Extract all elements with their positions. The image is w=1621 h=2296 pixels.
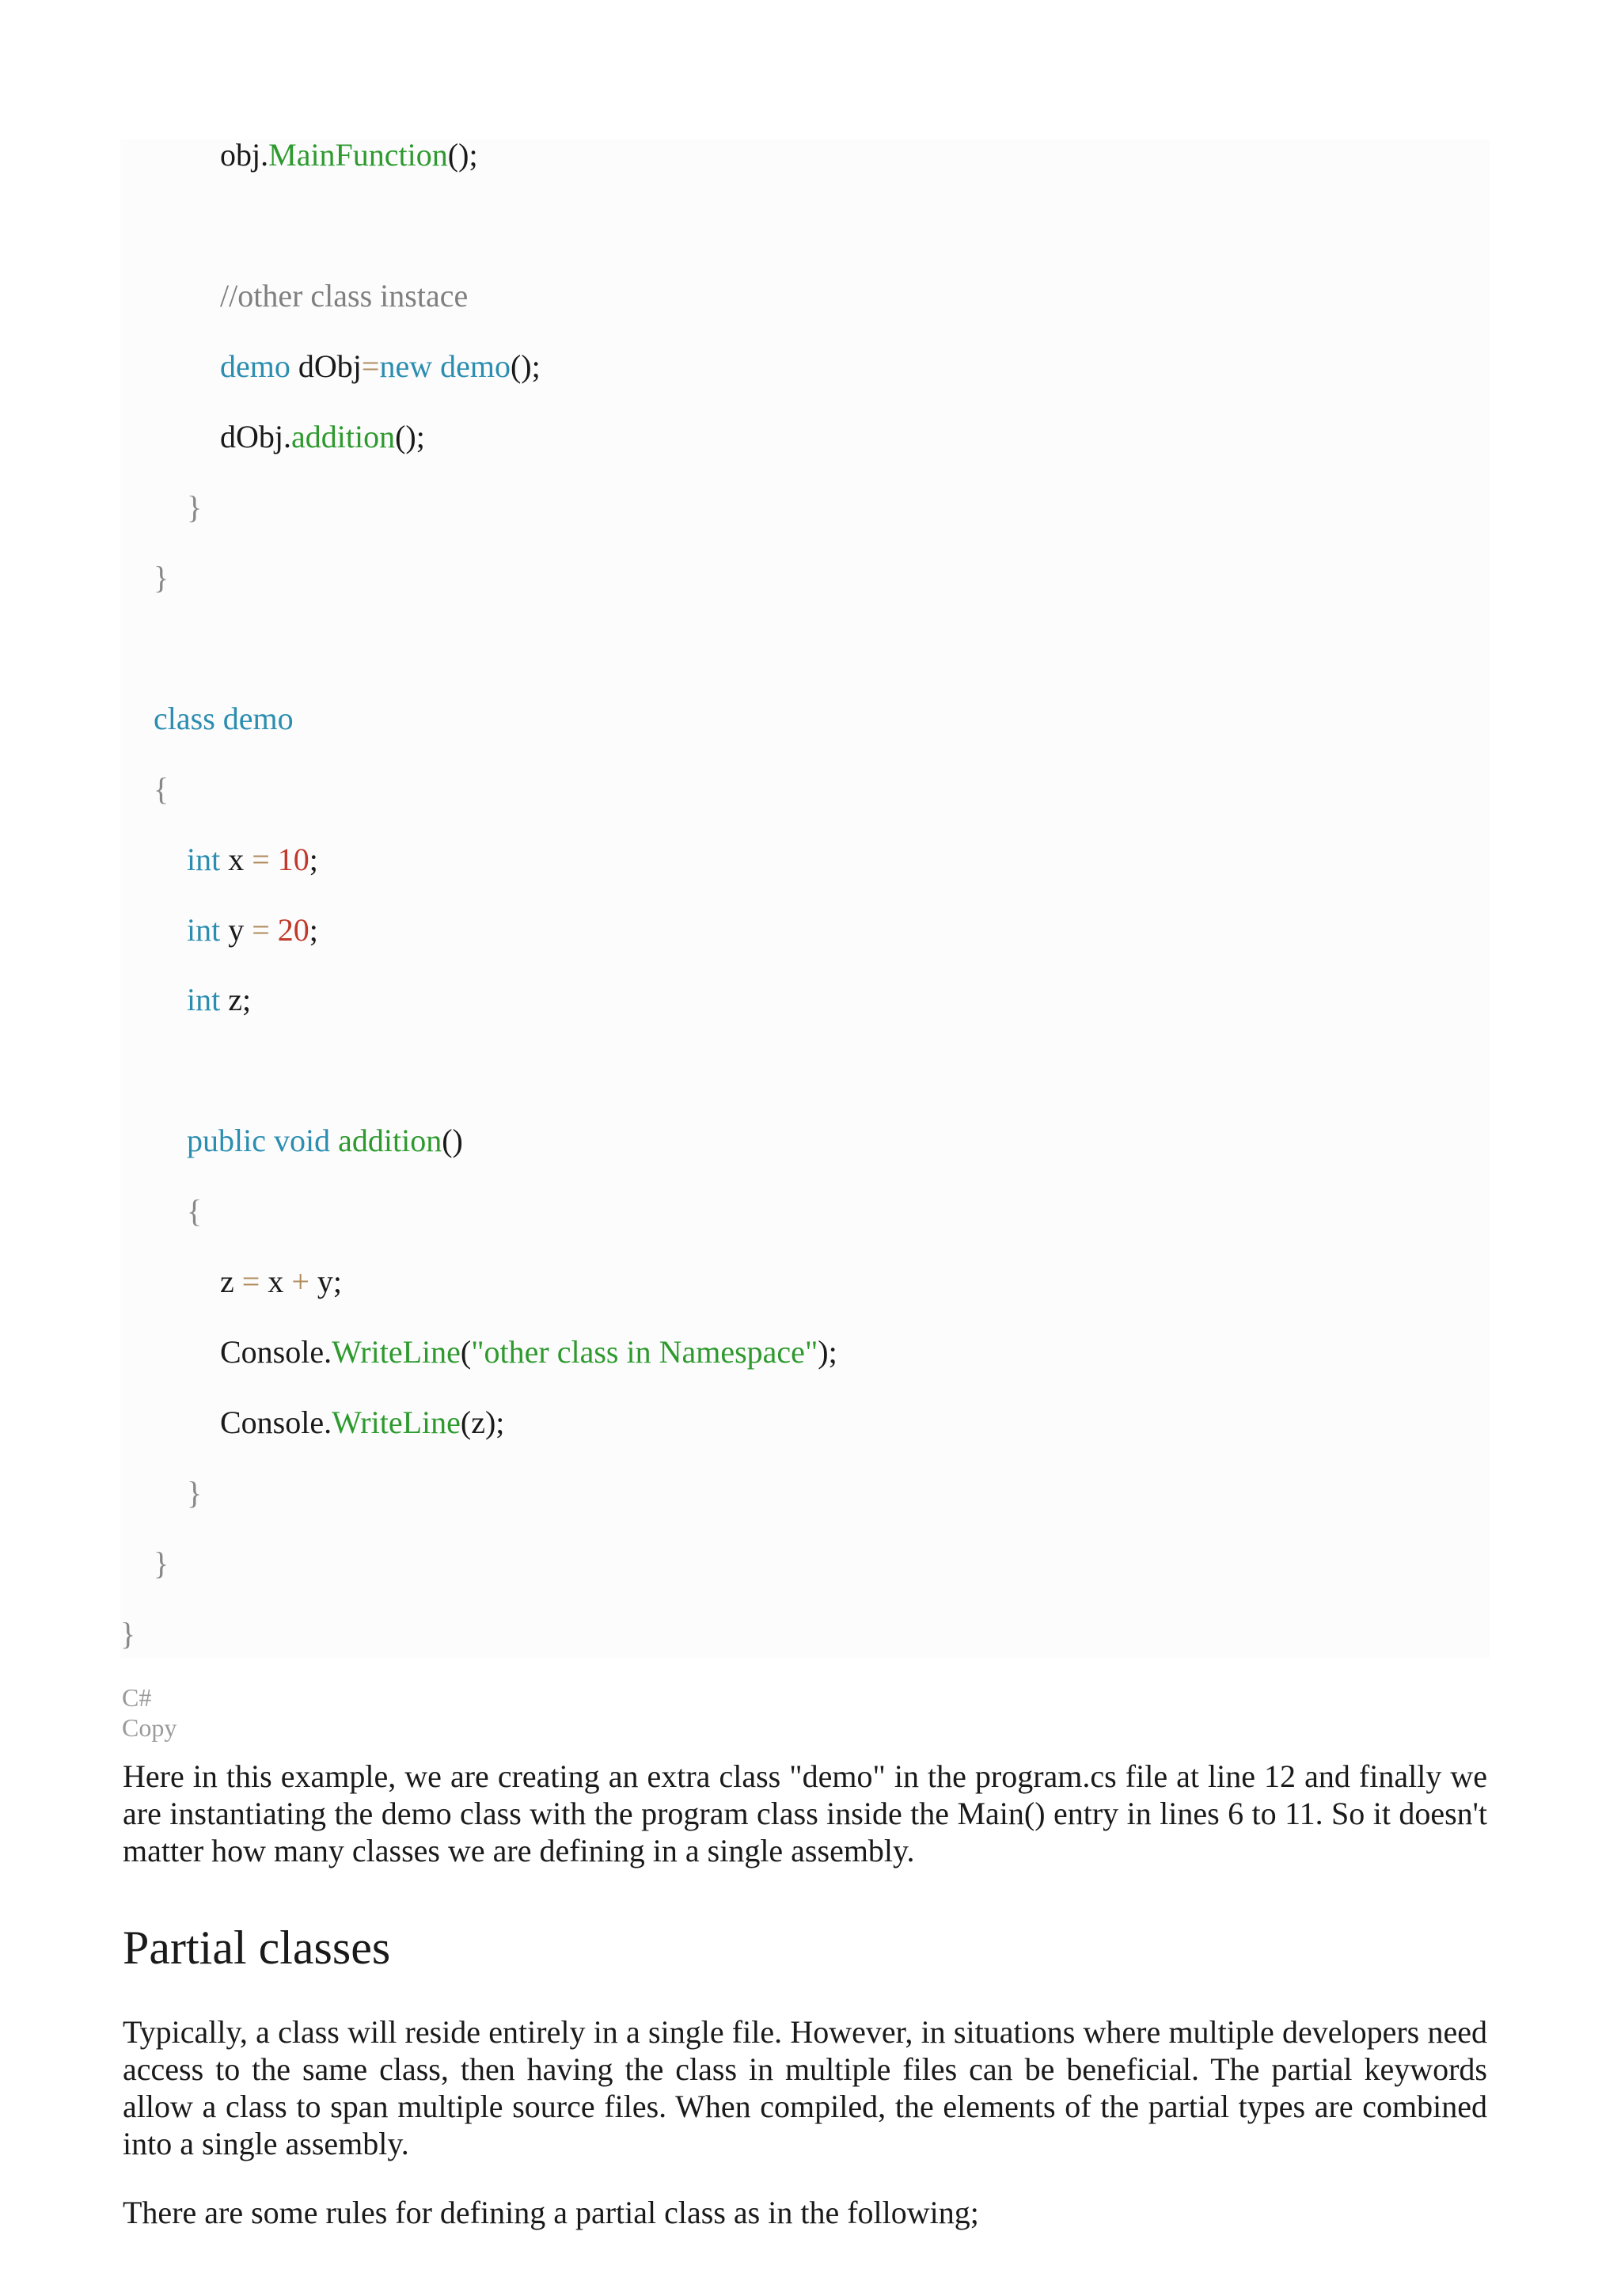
code-token: //other class instace xyxy=(220,278,469,314)
code-line xyxy=(187,1192,202,1230)
code-token: demo xyxy=(432,348,511,384)
code-token: obj xyxy=(220,137,261,173)
code-token: class xyxy=(154,701,215,736)
code-token: "other class in Namespace" xyxy=(471,1334,818,1370)
code-line xyxy=(220,1263,342,1301)
code-language-label: C# xyxy=(122,1683,152,1712)
code-token: . xyxy=(260,137,269,173)
code-token: = xyxy=(252,842,270,877)
code-line xyxy=(187,1474,202,1512)
code-token: . xyxy=(283,419,291,454)
code-token: ; xyxy=(309,912,318,948)
code-line xyxy=(154,1545,169,1583)
code-token: 10 xyxy=(269,842,309,877)
code-line xyxy=(154,559,169,597)
code-token: = xyxy=(252,912,270,948)
code-token: x xyxy=(220,842,252,877)
code-token: addition xyxy=(330,1123,442,1158)
code-token: new xyxy=(379,348,433,384)
code-token: (); xyxy=(510,348,541,384)
code-token: dObj xyxy=(220,419,283,454)
code-token: z; xyxy=(220,982,252,1017)
code-token: ( xyxy=(460,1334,472,1370)
code-token: = xyxy=(361,348,380,384)
explanation-paragraph: Here in this example, we are creating an extra class "demo" in the program.cs file at line 12 and finally we are instantiating the demo class with the program class inside the Main() entry in lines 6 to 11. So it doesn't matter how many classes we are defining in a single assembly. xyxy=(123,1758,1487,1868)
code-line xyxy=(187,841,318,879)
code-line xyxy=(220,418,425,456)
code-token: } xyxy=(154,560,169,595)
code-token: z xyxy=(220,1264,242,1299)
code-block xyxy=(120,139,1490,1658)
code-line xyxy=(220,1404,504,1442)
code-token: { xyxy=(154,771,169,807)
code-line xyxy=(154,770,169,808)
code-token: Console xyxy=(220,1405,325,1440)
code-token: int xyxy=(187,842,221,877)
code-token: { xyxy=(187,1193,203,1229)
code-token: ); xyxy=(818,1334,837,1370)
code-token: (z); xyxy=(460,1405,505,1440)
code-token: } xyxy=(187,489,203,525)
partial-classes-paragraph: Typically, a class will reside entirely in a single file. However, in situations where multiple developers need access to the same class, then having the class in multiple files can be beneficial. The partial keywords allow a class to span multiple source files. When compiled, the elements of the partial types are combined into a single assembly. xyxy=(123,2014,1487,2161)
code-line xyxy=(220,277,468,315)
code-token: addition xyxy=(291,419,396,454)
code-token: WriteLine xyxy=(332,1405,461,1440)
code-line xyxy=(220,136,478,174)
code-token: dObj xyxy=(290,348,362,384)
copy-code-button[interactable]: Copy xyxy=(122,1713,177,1742)
code-line xyxy=(187,981,251,1019)
code-line xyxy=(154,700,294,738)
code-token: = xyxy=(241,1264,260,1299)
code-token: y xyxy=(220,912,252,948)
code-token: demo xyxy=(220,348,290,384)
section-heading: Partial classes xyxy=(123,1922,391,1974)
code-line xyxy=(220,348,541,386)
code-token: (); xyxy=(447,137,478,173)
code-token: public xyxy=(187,1123,266,1158)
code-token: demo xyxy=(214,701,294,736)
code-token: y; xyxy=(309,1264,343,1299)
code-token: } xyxy=(187,1475,203,1511)
code-line xyxy=(187,488,202,526)
code-token: (); xyxy=(395,419,425,454)
code-token: ; xyxy=(309,842,318,877)
code-token: 20 xyxy=(269,912,309,948)
code-token: . xyxy=(324,1405,332,1440)
rules-intro-paragraph: There are some rules for defining a partial class as in the following; xyxy=(123,2195,979,2230)
code-token: WriteLine xyxy=(332,1334,461,1370)
code-token: int xyxy=(187,982,221,1017)
code-token: } xyxy=(154,1545,169,1581)
code-token: . xyxy=(324,1334,332,1370)
code-line xyxy=(120,1615,135,1653)
code-line xyxy=(220,1333,837,1371)
code-token: } xyxy=(120,1616,136,1652)
code-line xyxy=(187,911,318,949)
code-token: + xyxy=(291,1264,309,1299)
code-token: int xyxy=(187,912,221,948)
code-token: void xyxy=(265,1123,331,1158)
code-token: x xyxy=(260,1264,292,1299)
code-token: () xyxy=(442,1123,463,1158)
code-line xyxy=(187,1122,463,1160)
code-token: Console xyxy=(220,1334,325,1370)
code-token: MainFunction xyxy=(268,137,448,173)
